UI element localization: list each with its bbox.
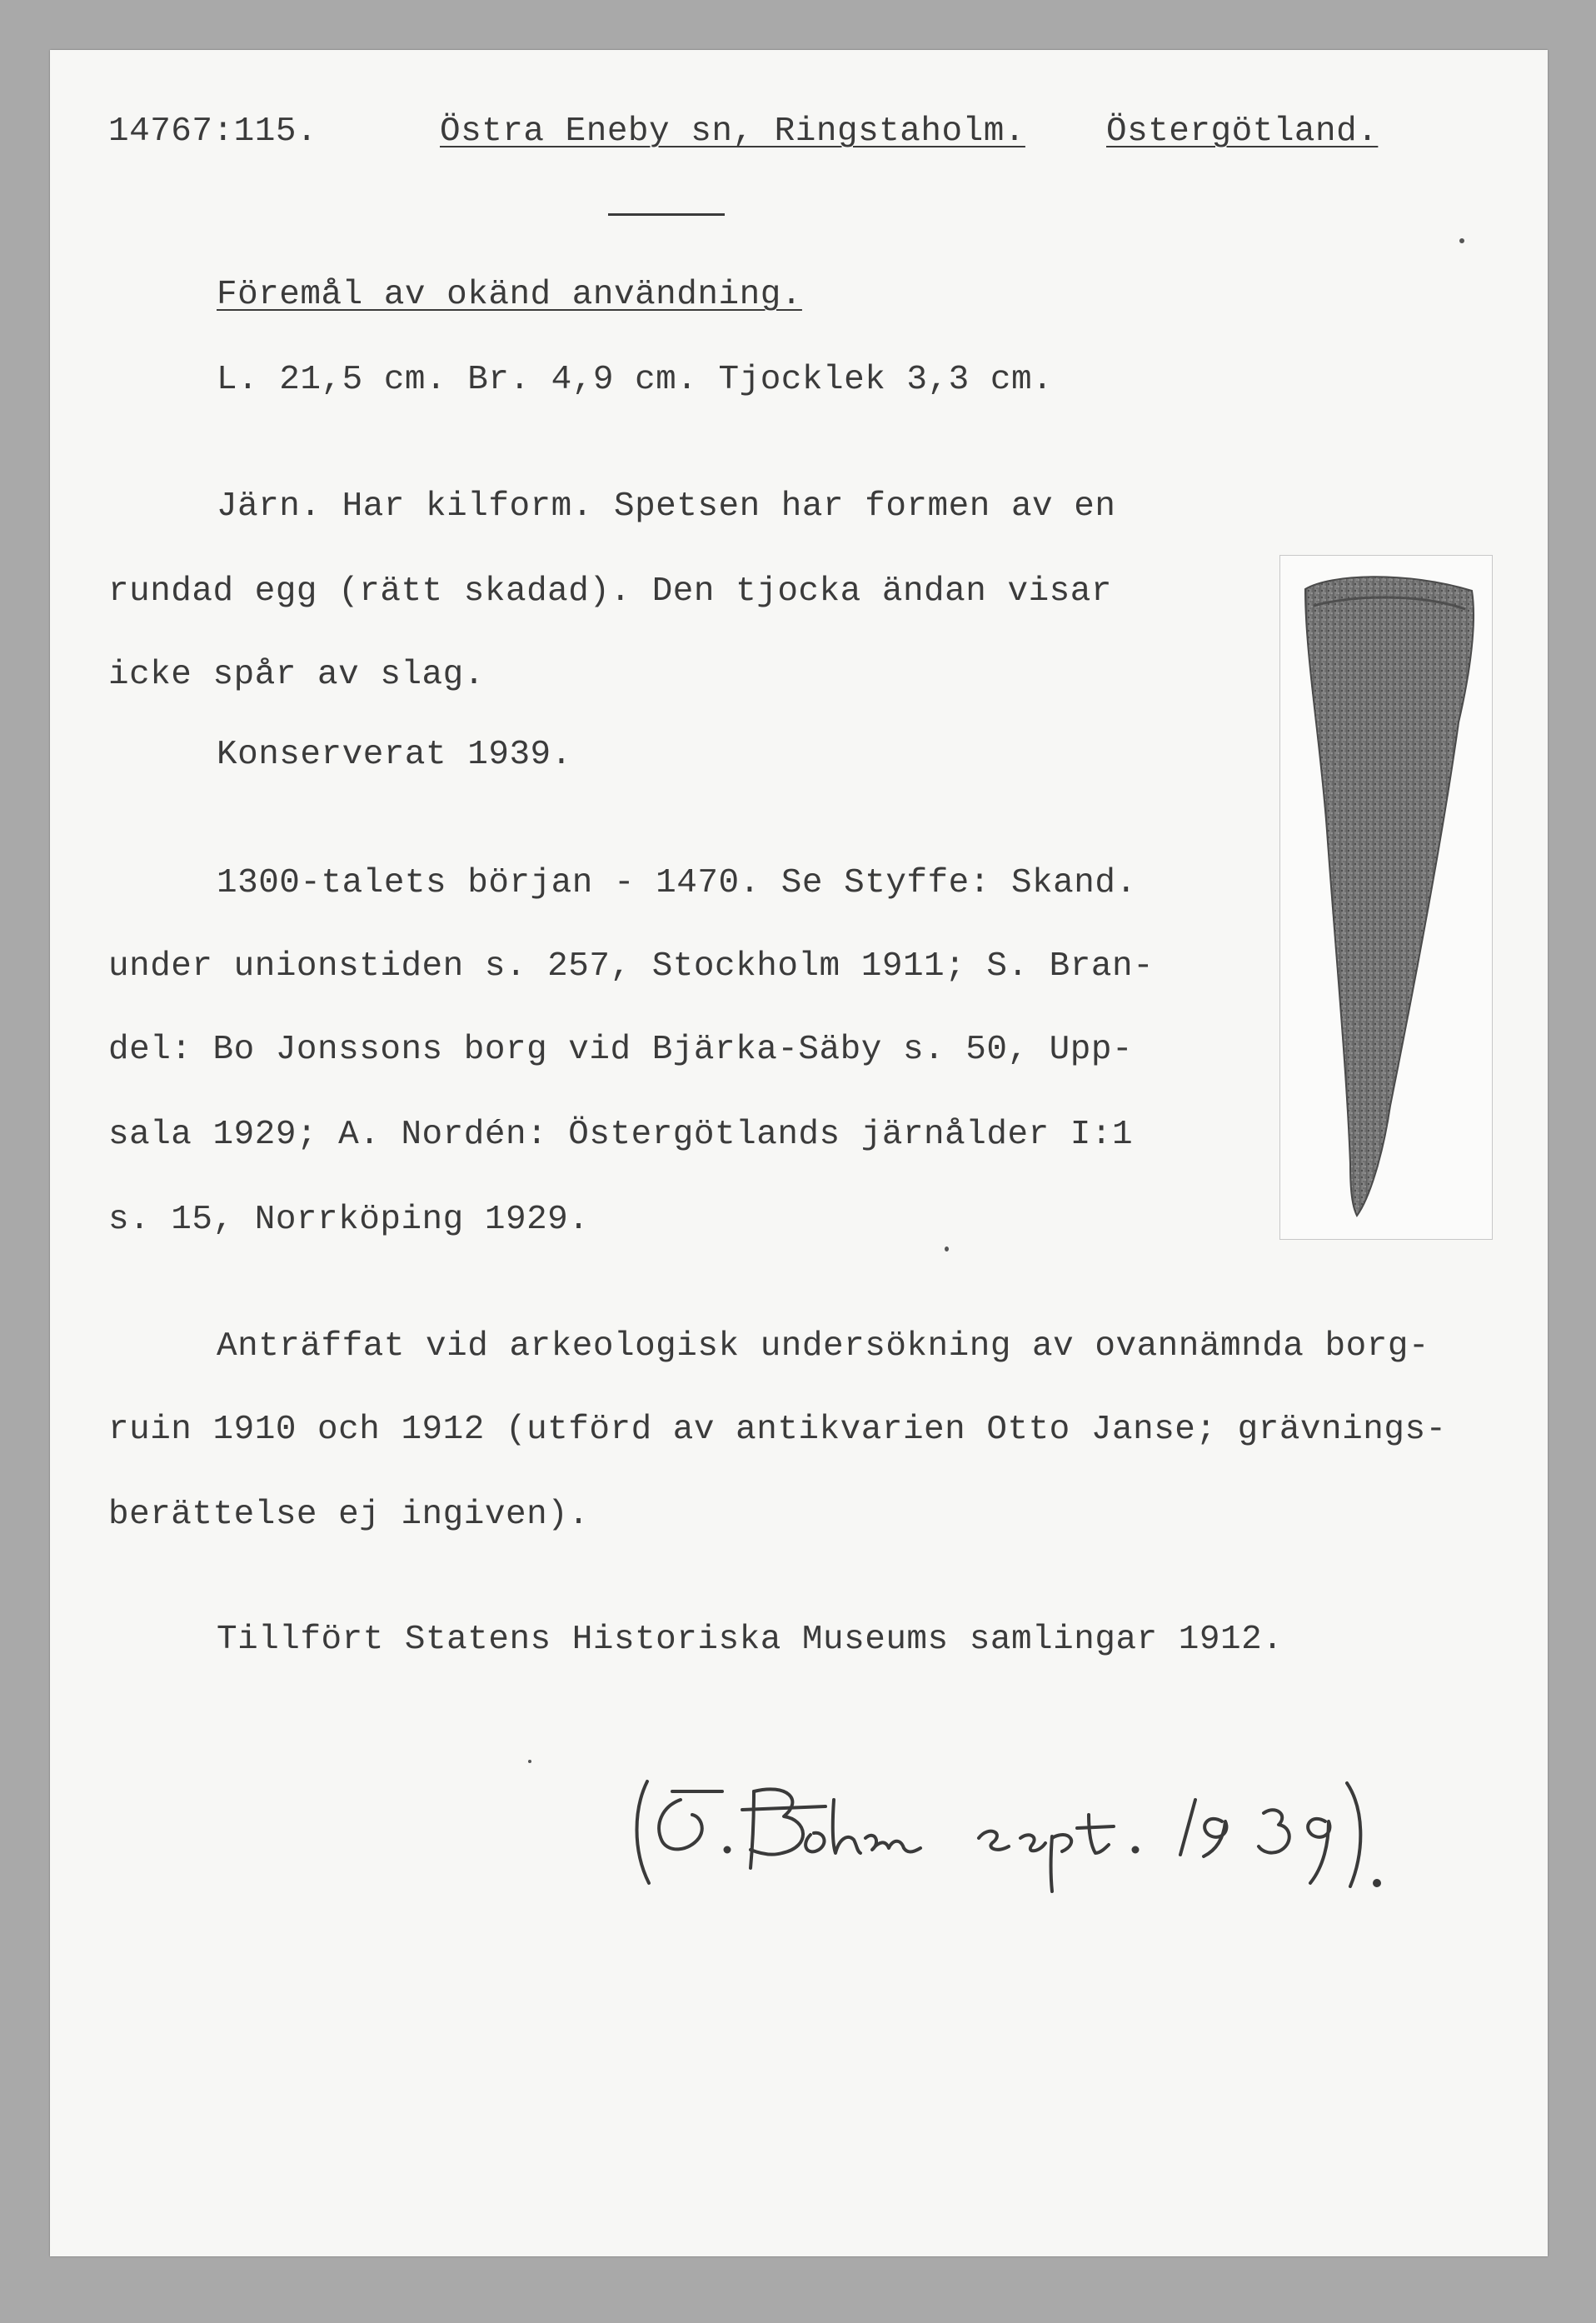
conservation-note: Konserverat 1939.	[217, 736, 572, 774]
catalog-number: 14767:115.	[108, 112, 318, 151]
dating-line: s. 15, Norrköping 1929.	[108, 1201, 590, 1239]
province: Östergötland.	[1106, 112, 1379, 151]
acquisition-note: Tillfört Statens Historiska Museums samlingar 1912.	[217, 1621, 1284, 1659]
find-line: berättelse ej ingiven).	[108, 1496, 590, 1534]
handwritten-signature	[629, 1766, 1429, 1900]
dating-line: del: Bo Jonssons borg vid Bjärka-Säby s. 50, Upp-	[108, 1031, 1134, 1069]
find-location: Östra Eneby sn, Ringstaholm.	[440, 112, 1025, 151]
find-line: ruin 1910 och 1912 (utförd av antikvarien Otto Janse; grävnings-	[108, 1411, 1447, 1449]
description-line: icke spår av slag.	[108, 656, 485, 694]
iron-wedge-photo	[1279, 555, 1493, 1240]
wedge-icon	[1280, 556, 1492, 1239]
catalog-card	[50, 50, 1548, 2256]
paper-speck	[945, 1246, 949, 1251]
dating-line: under unionstiden s. 257, Stockholm 1911; S. Bran-	[108, 947, 1155, 986]
paper-speck	[528, 1760, 531, 1763]
description-line: rundad egg (rätt skadad). Den tjocka ändan visar	[108, 572, 1112, 611]
description-line: Järn. Har kilform. Spetsen har formen av en	[217, 487, 1116, 526]
object-dimensions: L. 21,5 cm. Br. 4,9 cm. Tjocklek 3,3 cm.	[217, 361, 1054, 399]
dating-line: 1300-talets början - 1470. Se Styffe: Skand.	[217, 864, 1137, 902]
dating-line: sala 1929; A. Nordén: Östergötlands järnålder I:1	[108, 1116, 1134, 1154]
paper-speck	[1459, 238, 1464, 243]
underline-mark	[608, 213, 725, 216]
find-line: Anträffat vid arkeologisk undersökning av ovannämnda borg-	[217, 1327, 1430, 1366]
object-title: Föremål av okänd användning.	[217, 276, 802, 314]
signature-icon	[629, 1766, 1429, 1900]
